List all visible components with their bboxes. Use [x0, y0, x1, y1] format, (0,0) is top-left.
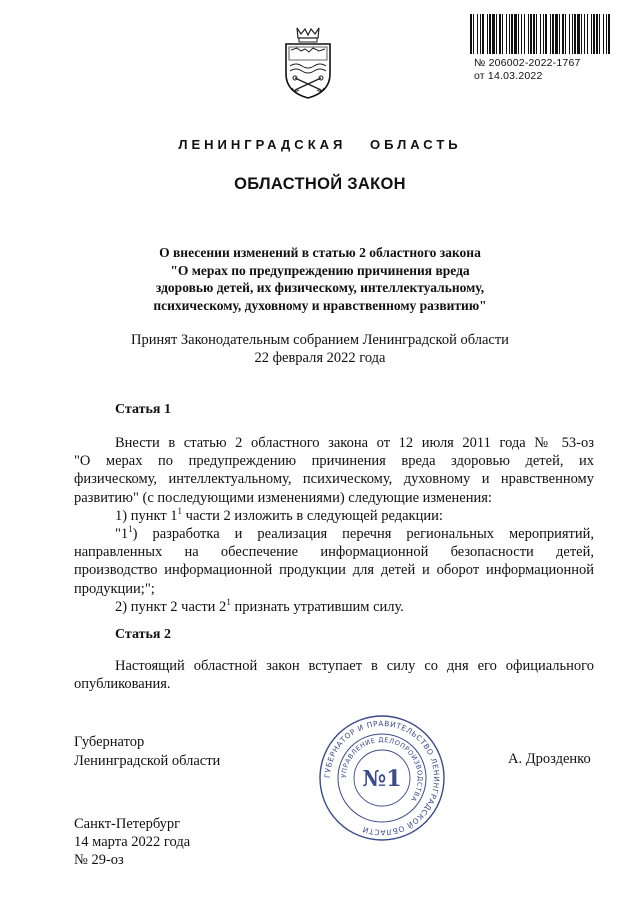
- barcode-bar: [569, 14, 570, 54]
- governor-name: А. Дрозденко: [508, 751, 591, 767]
- barcode-bar: [577, 14, 580, 54]
- barcode-bar: [543, 14, 544, 54]
- adoption-date: 22 февраля 2022 года: [254, 350, 386, 366]
- barcode-bar: [511, 14, 513, 54]
- barcode-bar: [482, 14, 484, 54]
- article-1-quote-line: [74, 525, 594, 543]
- article-2-line: Настоящий областной закон вступает в силу со дня его официального: [115, 658, 594, 674]
- barcode-bar: [593, 14, 595, 54]
- barcode-bar: [477, 14, 478, 54]
- item-2-superscript: 1: [226, 596, 231, 607]
- official-seal: [317, 713, 447, 843]
- barcode-bar: [545, 14, 547, 54]
- law-title-line: здоровью детей, их физическому, интеллектуальному,: [155, 280, 485, 295]
- footer-block: [74, 815, 190, 869]
- article-1-quote-line: направленных на обеспечение информационной безопасности детей,: [74, 544, 594, 561]
- article-1-line: "О мерах по предупреждению причинения вреда здоровью детей, их: [74, 453, 594, 470]
- registration-number: № 206002-2022-1767: [474, 57, 581, 69]
- barcode-bar: [559, 14, 560, 54]
- barcode-bar: [524, 14, 525, 54]
- barcode-bar: [518, 14, 519, 54]
- registration-date: от 14.03.2022: [474, 70, 543, 82]
- article-1-line: Внести в статью 2 областного закона от 12 июля 2011 года № 53-оз: [115, 435, 594, 451]
- item-1-superscript: 1: [177, 505, 183, 516]
- seal-outer-text: ГУБЕРНАТОР И ПРАВИТЕЛЬСТВО ЛЕНИНГРАДСКОЙ ОБЛАСТИ: [322, 718, 442, 838]
- barcode-bar: [572, 14, 573, 54]
- document-type-heading: ОБЛАСТНОЙ ЗАКОН: [234, 175, 406, 193]
- law-title-line: "О мерах по предупреждению причинения вреда: [170, 262, 470, 278]
- governor-title: [74, 733, 220, 770]
- coat-of-arms-emblem: [283, 26, 333, 100]
- barcode-bar: [599, 14, 600, 54]
- item-1-text-rest: части 2 изложить в следующей редакции:: [182, 507, 443, 524]
- barcode-bar: [470, 14, 472, 54]
- barcode: [470, 14, 613, 54]
- adoption-statement: [60, 331, 580, 367]
- barcode-bar: [565, 14, 566, 54]
- region-heading: ЛЕНИНГРАДСКАЯ ОБЛАСТЬ: [178, 137, 462, 152]
- barcode-bar: [603, 14, 604, 54]
- footer-number: № 29-оз: [74, 852, 124, 868]
- barcode-bar: [533, 14, 535, 54]
- quote-text: ) разработка и реализация перечня региональных мероприятий,: [132, 526, 594, 543]
- law-title-line: психическому, духовному и нравственному развитию": [153, 297, 487, 313]
- article-1-body: [74, 434, 594, 616]
- article-1-line: развитию" (с последующими изменениями) следующие изменения:: [74, 489, 492, 506]
- barcode-bar: [536, 14, 537, 54]
- barcode-bar: [514, 14, 517, 54]
- quote-open: "1: [115, 526, 129, 543]
- adoption-line: Принят Законодательным собранием Ленинградской области: [131, 332, 509, 348]
- article-2-body: [74, 657, 594, 693]
- barcode-bar: [581, 14, 582, 54]
- item-1-text: 1) пункт 1: [115, 507, 178, 524]
- article-2-line: опубликования.: [74, 676, 171, 693]
- item-2-text-rest: признать утратившим силу.: [230, 598, 404, 615]
- barcode-bar: [489, 14, 491, 54]
- barcode-bar: [608, 14, 610, 54]
- barcode-bar: [528, 14, 529, 54]
- law-title: [60, 244, 580, 314]
- barcode-bar: [584, 14, 585, 54]
- barcode-bar: [552, 14, 554, 54]
- barcode-bar: [487, 14, 488, 54]
- footer-date: 14 марта 2022 года: [74, 834, 191, 850]
- barcode-bar: [530, 14, 532, 54]
- barcode-bar: [473, 14, 474, 54]
- barcode-bar: [480, 14, 481, 54]
- governor-title-line: Губернатор: [74, 734, 145, 750]
- barcode-bar: [496, 14, 497, 54]
- article-1-item-1: [74, 507, 594, 525]
- quote-superscript: 1: [128, 524, 133, 535]
- article-2-heading: Статья 2: [115, 627, 171, 642]
- governor-title-line: Ленинградской области: [74, 752, 221, 769]
- barcode-bar: [502, 14, 503, 54]
- barcode-bar: [596, 14, 598, 54]
- seal-inner-text: УПРАВЛЕНИЕ ДЕЛОПРОИЗВОДСТВА: [339, 735, 425, 804]
- barcode-bar: [509, 14, 510, 54]
- barcode-bar: [521, 14, 522, 54]
- article-1-line: физическому, интеллектуальному, психическому, духовному и нравственному: [74, 471, 594, 488]
- article-1-quote-line: производство информационной продукции для детей и оборот информационной: [74, 562, 594, 579]
- barcode-bar: [606, 14, 607, 54]
- barcode-bar: [574, 14, 576, 54]
- footer-city: Санкт-Петербург: [74, 816, 181, 832]
- barcode-bar: [555, 14, 558, 54]
- barcode-bar: [506, 14, 507, 54]
- barcode-bar: [550, 14, 551, 54]
- law-title-line: О внесении изменений в статью 2 областного закона: [159, 245, 481, 260]
- seal-center-number: №1: [362, 766, 402, 792]
- barcode-bar: [540, 14, 541, 54]
- item-2-text: 2) пункт 2 части 2: [115, 598, 227, 615]
- barcode-bar: [562, 14, 564, 54]
- article-1-heading: Статья 1: [115, 402, 171, 417]
- barcode-bar: [492, 14, 495, 54]
- article-1-item-2: [74, 598, 594, 616]
- article-1-quote-line: продукции;";: [74, 580, 155, 597]
- barcode-bar: [499, 14, 501, 54]
- barcode-bar: [587, 14, 588, 54]
- barcode-bar: [591, 14, 592, 54]
